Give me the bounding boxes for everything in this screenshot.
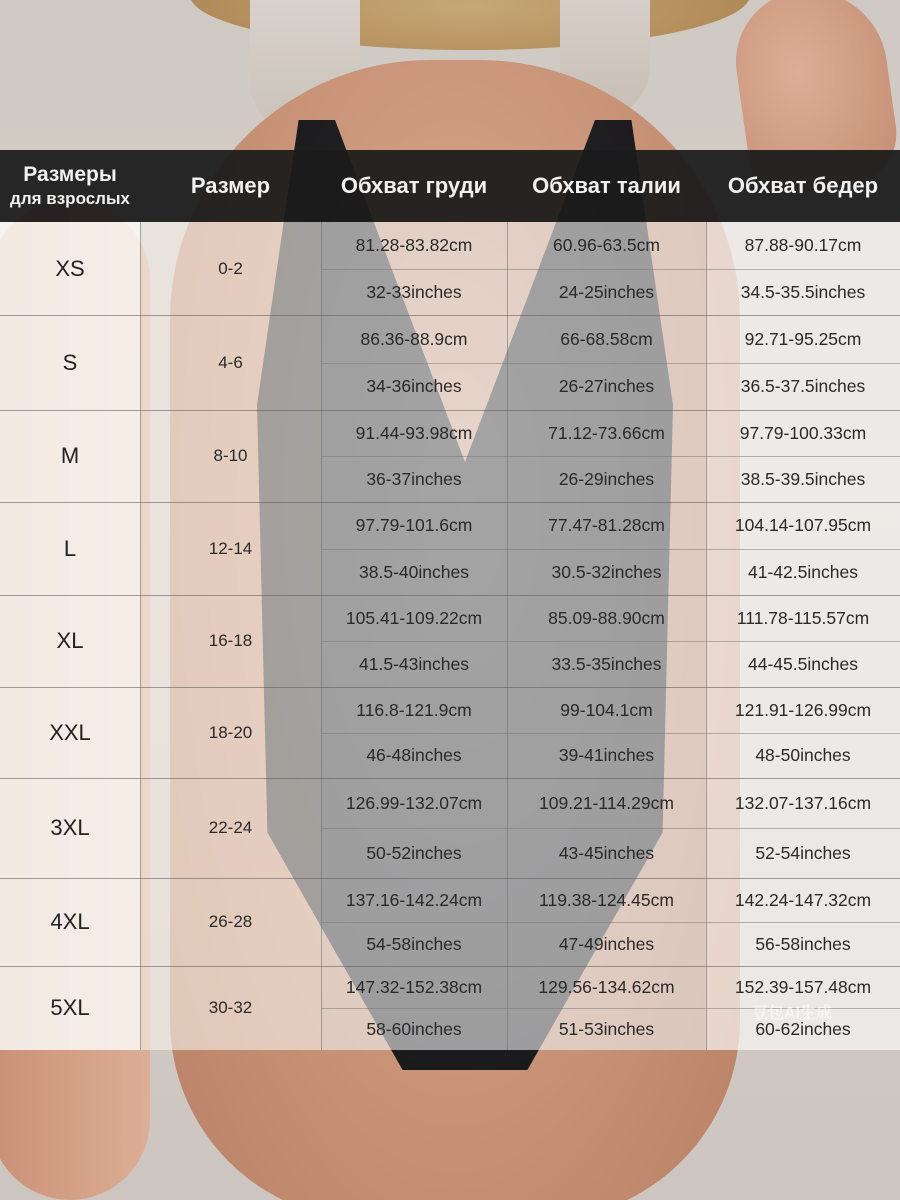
hips-cm: 92.71-95.25cm xyxy=(744,328,862,349)
size-number: 18-20 xyxy=(208,722,253,742)
hips-in: 60-62inches xyxy=(755,1018,851,1039)
bust-in: 38.5-40inches xyxy=(359,561,469,582)
hips-cm: 111.78-115.57cm xyxy=(736,607,870,628)
size-label: M xyxy=(60,443,80,468)
size-label: 3XL xyxy=(50,815,90,840)
header-adult-sizes-sub: для взрослых xyxy=(10,189,130,209)
watermark: 豆包AI生成 xyxy=(752,1005,833,1022)
hips-cm: 87.88-90.17cm xyxy=(744,235,862,255)
size-number: 4-6 xyxy=(218,352,243,372)
waist-cm: 77.47-81.28cm xyxy=(548,515,665,535)
hips-in: 38.5-39.5inches xyxy=(740,468,866,489)
hips-cm: 97.79-100.33cm xyxy=(739,422,867,443)
row-subdivider xyxy=(321,269,900,270)
header-bust: Обхват груди xyxy=(340,173,488,198)
hips-cm: 152.39-157.48cm xyxy=(734,976,872,997)
size-label: L xyxy=(63,535,77,561)
size-label: 4XL xyxy=(50,909,90,934)
size-label: XL xyxy=(56,628,84,653)
row-subdivider xyxy=(321,828,900,829)
header-waist: Обхват талии xyxy=(532,173,681,198)
hips-cm: 142.24-147.32cm xyxy=(734,889,872,910)
hips-in: 48-50inches xyxy=(755,745,851,765)
size-label: S xyxy=(62,349,78,375)
row-subdivider xyxy=(321,922,900,923)
header-hips: Обхват бедер xyxy=(727,173,879,198)
bust-in: 41.5-43inches xyxy=(359,653,469,674)
header-adult-sizes-main: Размеры xyxy=(23,163,117,187)
bust-in: 34-36inches xyxy=(366,376,462,396)
header-adult-sizes xyxy=(0,150,140,222)
waist-in: 26-29inches xyxy=(558,468,655,489)
bust-cm: 105.41-109.22cm xyxy=(345,607,483,628)
waist-cm: 60.96-63.5cm xyxy=(552,235,660,255)
bust-in: 50-52inches xyxy=(366,842,462,863)
waist-in: 30.5-32inches xyxy=(551,561,662,582)
waist-in: 33.5-35inches xyxy=(551,653,662,674)
waist-cm: 71.12-73.66cm xyxy=(548,422,665,443)
waist-in: 26-27inches xyxy=(558,376,655,396)
bust-cm: 116.8-121.9cm xyxy=(356,699,472,720)
bust-cm: 81.28-83.82cm xyxy=(355,235,473,255)
hips-in: 52-54inches xyxy=(755,842,851,863)
waist-cm: 66-68.58cm xyxy=(560,328,653,349)
size-chart-table xyxy=(0,150,900,1050)
row-subdivider xyxy=(321,641,900,642)
size-number: 0-2 xyxy=(218,258,243,278)
header-size: Размер xyxy=(190,173,271,198)
size-label: XS xyxy=(55,255,85,281)
waist-cm: 85.09-88.90cm xyxy=(548,607,665,628)
size-number: 8-10 xyxy=(213,446,248,465)
size-label: 5XL xyxy=(50,995,90,1020)
bust-cm: 137.16-142.24cm xyxy=(345,889,483,910)
bust-in: 46-48inches xyxy=(366,745,462,765)
size-label: XXL xyxy=(49,719,91,745)
size-number: 30-32 xyxy=(208,998,253,1017)
size-number: 22-24 xyxy=(208,818,253,837)
waist-cm: 129.56-134.62cm xyxy=(538,976,675,997)
hips-cm: 132.07-137.16cm xyxy=(734,792,872,813)
row-subdivider xyxy=(321,733,900,734)
row-subdivider xyxy=(321,363,900,364)
hips-in: 34.5-35.5inches xyxy=(740,281,866,302)
waist-cm: 119.38-124.45cm xyxy=(539,889,674,910)
row-subdivider xyxy=(321,456,900,457)
waist-cm: 99-104.1cm xyxy=(560,699,653,720)
waist-in: 39-41inches xyxy=(558,745,655,765)
waist-in: 43-45inches xyxy=(558,842,655,863)
size-number: 26-28 xyxy=(208,912,253,931)
hips-in: 41-42.5inches xyxy=(748,561,858,582)
size-number: 16-18 xyxy=(208,631,253,650)
waist-in: 24-25inches xyxy=(558,281,655,302)
bust-cm: 91.44-93.98cm xyxy=(355,422,473,443)
waist-in: 47-49inches xyxy=(558,933,655,954)
bust-in: 58-60inches xyxy=(366,1018,462,1039)
hips-in: 56-58inches xyxy=(755,933,851,954)
row-subdivider xyxy=(321,549,900,550)
bust-cm: 126.99-132.07cm xyxy=(345,792,483,813)
bust-in: 32-33inches xyxy=(366,281,462,302)
hips-in: 36.5-37.5inches xyxy=(740,376,866,396)
bust-cm: 97.79-101.6cm xyxy=(355,515,473,535)
table-header xyxy=(0,150,900,222)
hips-cm: 121.91-126.99cm xyxy=(734,699,872,720)
bust-cm: 86.36-88.9cm xyxy=(360,328,468,349)
hips-in: 44-45.5inches xyxy=(748,653,858,674)
bust-in: 54-58inches xyxy=(366,933,462,954)
bust-cm: 147.32-152.38cm xyxy=(345,976,483,997)
hips-cm: 104.14-107.95cm xyxy=(734,515,872,535)
waist-cm: 109.21-114.29cm xyxy=(539,792,674,813)
size-number: 12-14 xyxy=(208,538,253,558)
bust-in: 36-37inches xyxy=(366,468,462,489)
waist-in: 51-53inches xyxy=(558,1018,655,1039)
